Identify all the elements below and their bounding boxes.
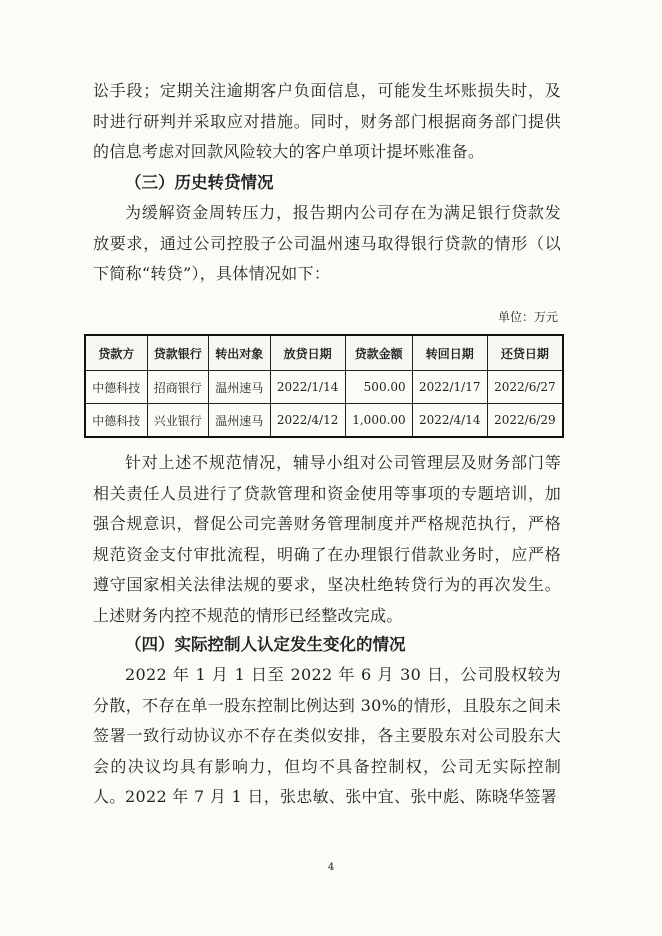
cell-repay-date: 2022/6/29 <box>487 404 563 438</box>
section-heading-controller-change: （四）实际控制人认定发生变化的情况 <box>125 635 406 654</box>
table-header-row <box>85 335 563 371</box>
cell-loan-date: 2022/4/12 <box>270 404 345 438</box>
cell-loan-amount: 500.00 <box>345 371 412 404</box>
paragraph-no-controller: 2022 年 1 月 1 日至 2022 年 6 月 30 日，公司股权较为分散，不存在单一股东控制比例达到 30%的情形，且股东之间未签署一致行动协议亦不存在类似安排，各主要股东对公司股东大会的决议均具有影响力，但均不具备控制权，公司无实际控制人。 <box>93 665 561 806</box>
cell-return-date: 2022/1/17 <box>412 371 487 404</box>
header-loan-date: 放贷日期 <box>270 335 345 371</box>
header-lender: 贷款方 <box>85 335 147 371</box>
cell-lender: 中德科技 <box>85 371 147 404</box>
header-loan-amount: 贷款金额 <box>345 335 412 371</box>
cell-bank: 兴业银行 <box>147 404 209 438</box>
paragraph-agreement-signing: 2022 年 7 月 1 日，张忠敏、张中宜、张中彪、陈晓华签署 <box>125 787 558 806</box>
header-repay-date: 还贷日期 <box>487 335 563 371</box>
cell-bank: 招商银行 <box>147 371 209 404</box>
header-transfer-target: 转出对象 <box>209 335 271 371</box>
cell-repay-date: 2022/6/27 <box>487 371 563 404</box>
table-row <box>85 371 563 404</box>
paragraph-receivables: 讼手段；定期关注逾期客户负面信息，可能发生坏账损失时，及时进行研判并采取应对措施。同时，财务部门根据商务部门提供的信息考虑对回款风险较大的客户单项计提坏账准备。 <box>93 81 561 161</box>
page-number: 4 <box>327 862 335 873</box>
paragraph-loan-intro: 为缓解资金周转压力，报告期内公司存在为满足银行贷款发放要求，通过公司控股子公司温州速马取得银行贷款的情形（以下简称“转贷”），具体情况如下： <box>93 203 561 283</box>
cell-return-date: 2022/4/14 <box>412 404 487 438</box>
section-heading-loan-transfer: （三）历史转贷情况 <box>125 173 274 192</box>
header-bank: 贷款银行 <box>147 335 209 371</box>
cell-transfer-target: 温州速马 <box>209 404 271 438</box>
cell-lender: 中德科技 <box>85 404 147 438</box>
cell-loan-date: 2022/1/14 <box>270 371 345 404</box>
cell-transfer-target: 温州速马 <box>209 371 271 404</box>
paragraph-rectification: 针对上述不规范情况，辅导小组对公司管理层及财务部门等相关责任人员进行了贷款管理和资金使用等事项的专题培训，加强合规意识，督促公司完善财务管理制度并严格规范执行，严格规范资金支付审批流程，明确了在办理银行借款业务时，应严格遵守国家相关法律法规的要求，坚决杜绝转贷行为的再次发生。上述财务内控不规范的情形已经整改完成。 <box>93 453 561 625</box>
table-row <box>85 404 563 438</box>
header-return-date: 转回日期 <box>412 335 487 371</box>
loan-table <box>84 334 564 438</box>
table-unit-label: 单位：万元 <box>497 310 558 324</box>
cell-loan-amount: 1,000.00 <box>345 404 412 438</box>
